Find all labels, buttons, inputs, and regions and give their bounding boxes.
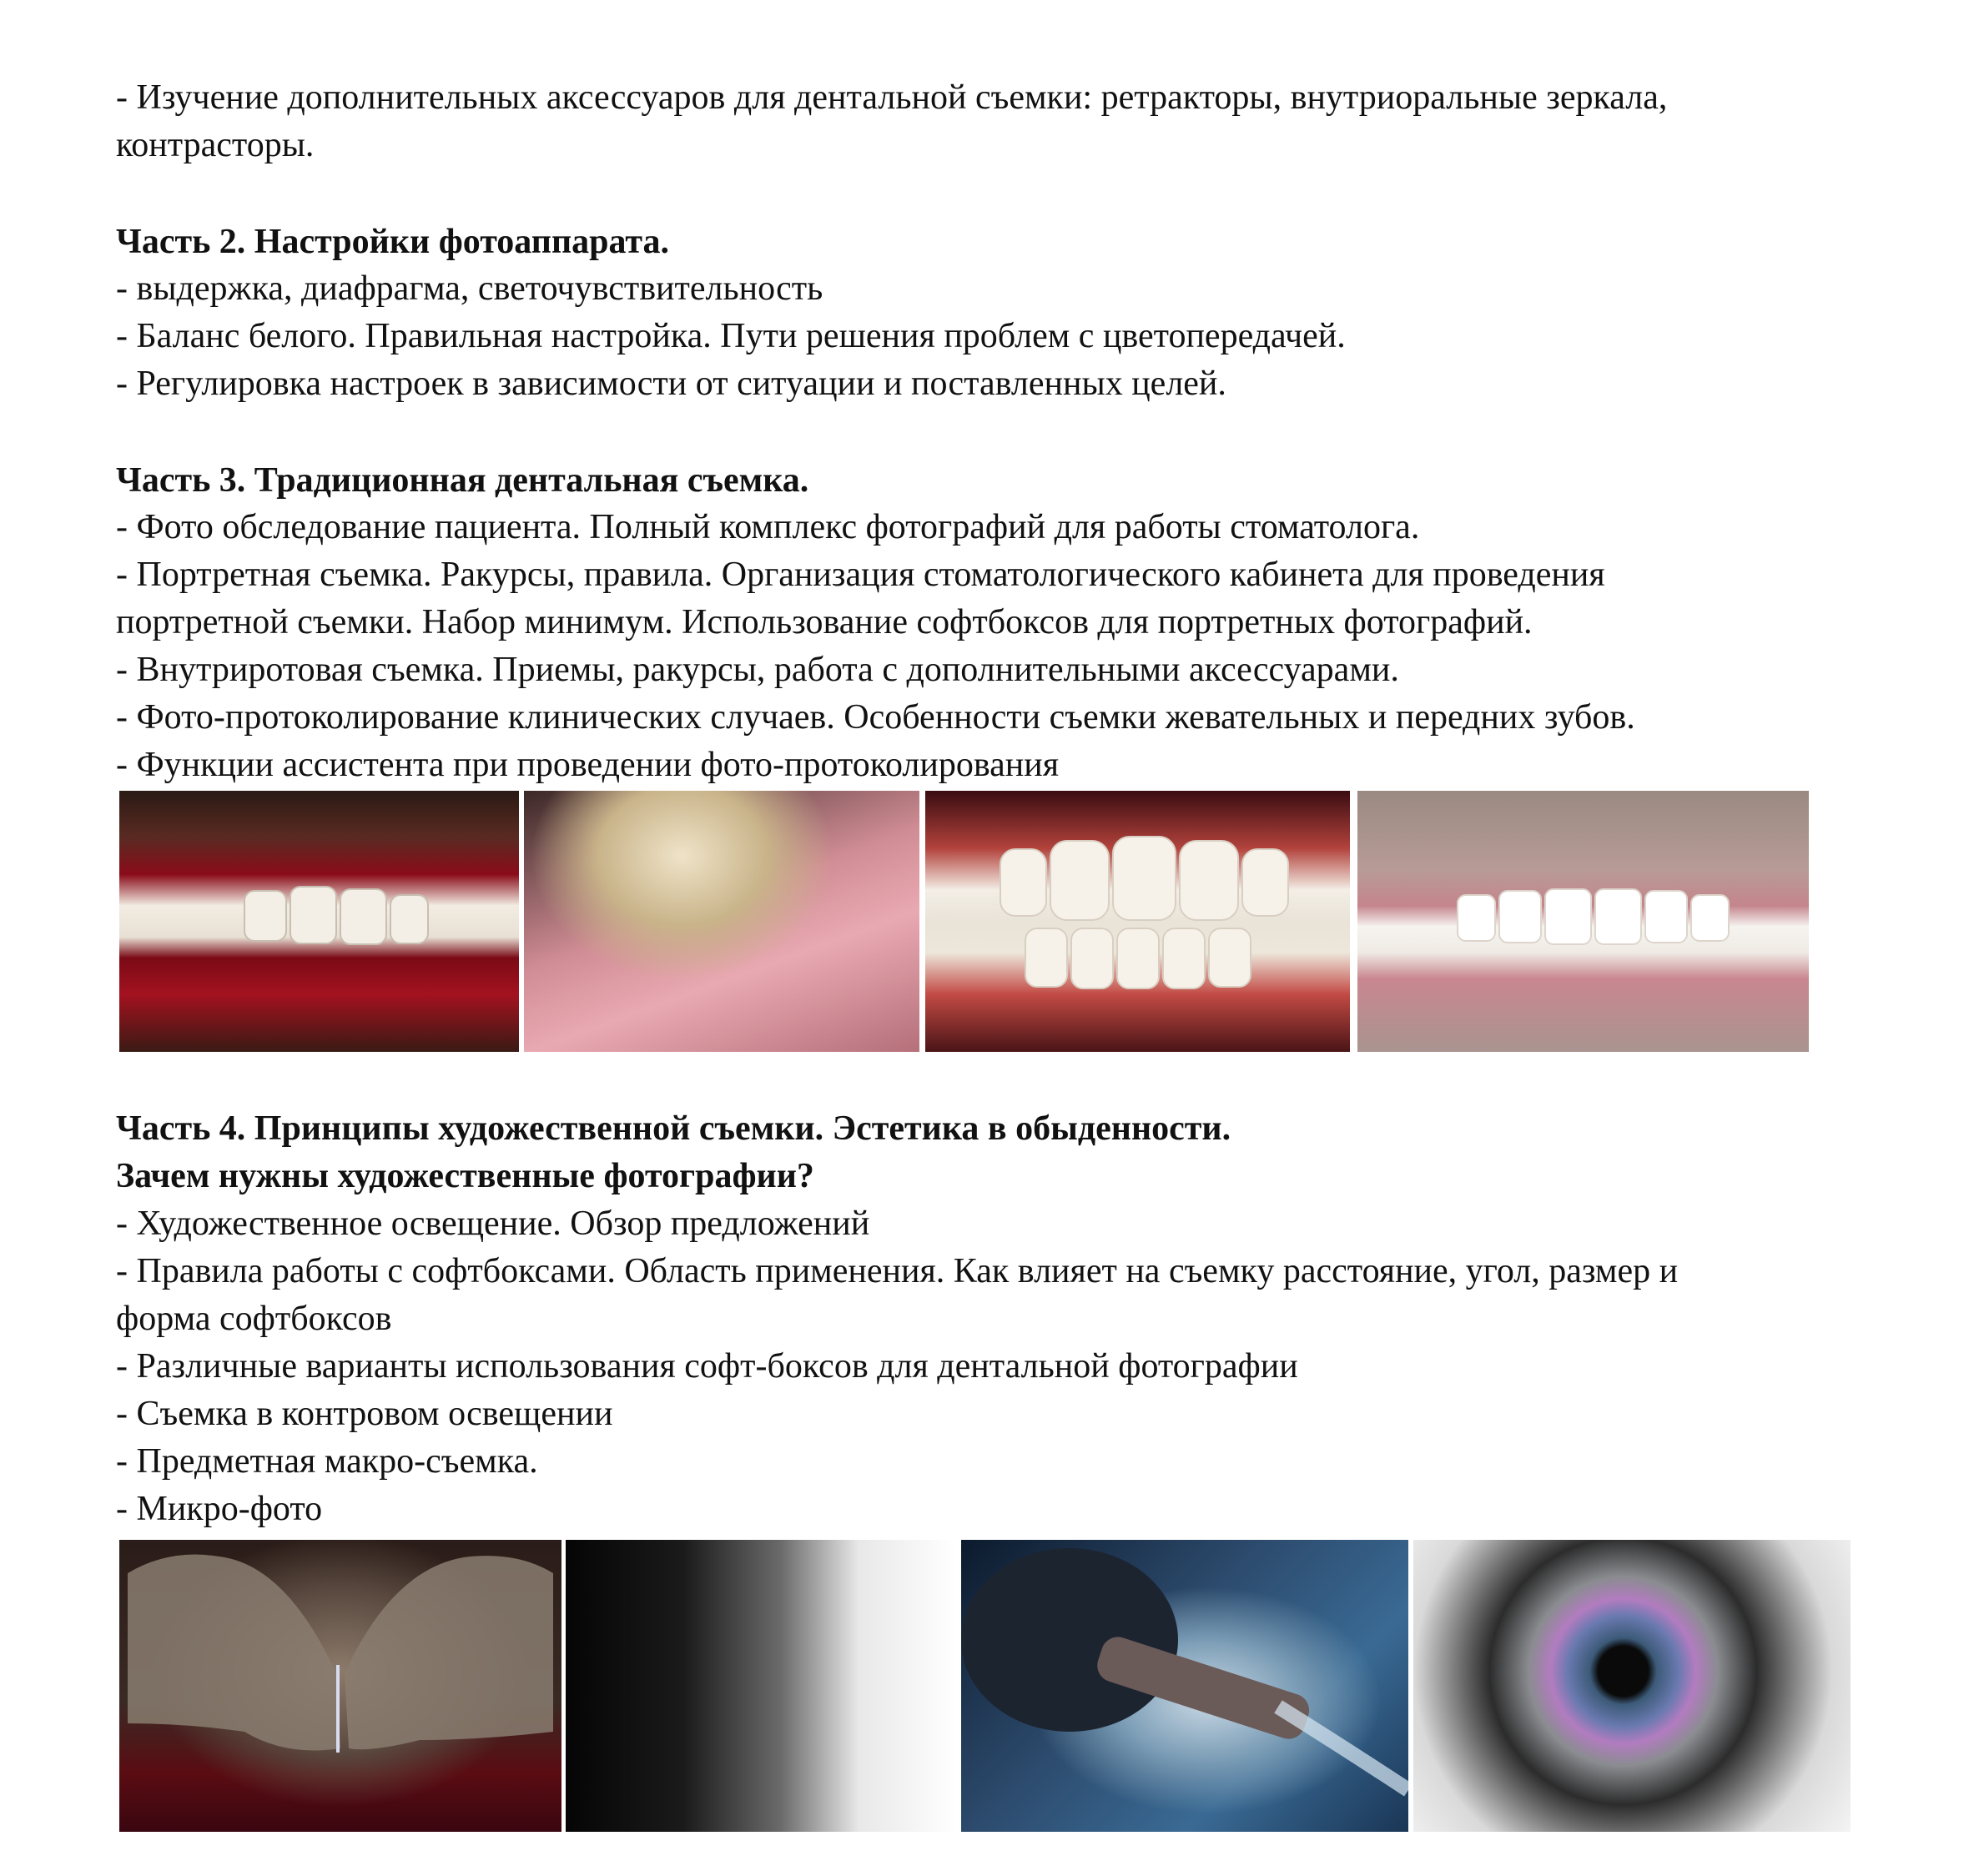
text-line-exposure: - выдержка, диафрагма, светочувствительность [116,269,823,308]
text-line-accessories: - Изучение дополнительных аксессуаров для дентальной съемки: ретракторы, внутриоральные зеркала, [116,78,1668,117]
incisors-backlit-photo [119,1540,561,1832]
text-line-assistant: - Функции ассистента при проведении фото-протоколирования [116,746,1060,784]
text-line-portrait: - Портретная съемка. Ракурсы, правила. Организация стоматологического кабинета для проведения [116,556,1605,594]
smile-photo [1357,791,1809,1052]
text-line-settings-adjustment: - Регулировка настроек в зависимости от ситуации и поставленных целей. [116,365,1226,403]
text-line-softbox-variants: - Различные варианты использования софт-боксов для дентальной фотографии [116,1347,1298,1386]
teeth-closeup-photo [925,791,1350,1052]
heading-why-artistic: Зачем нужны художественные фотографии? [116,1157,814,1195]
heading-part-2: Часть 2. Настройки фотоаппарата. [116,223,670,261]
red-lips-smile-photo [119,791,519,1052]
black-white-teeth-photo [566,1540,956,1832]
text-line-backlight: - Съемка в контровом освещении [116,1395,613,1433]
heading-part-4: Часть 4. Принципы художественной съемки. Эстетика в обыденности. [116,1109,1231,1148]
text-line-photo-exam: - Фото обследование пациента. Полный комплекс фотографий для работы стоматолога. [116,508,1420,546]
text-line-contrastors: контрасторы. [116,126,315,164]
text-line-softbox-rules: - Правила работы с софтбоксами. Область применения. Как влияет на съемку расстояние, угол, размер и [116,1252,1679,1290]
eye-iris-macro-photo [1413,1540,1851,1832]
text-line-macro: - Предметная макро-съемка. [116,1442,538,1481]
text-line-portrait-cont: портретной съемки. Набор минимум. Использование софтбоксов для портретных фотографий. [116,603,1533,641]
dental-handpiece-water-photo [961,1540,1408,1832]
text-line-intraoral: - Внутриротовая съемка. Приемы, ракурсы, работа с дополнительными аксессуарами. [116,651,1399,689]
tooth-gum-macro-photo [524,791,919,1052]
text-line-micro: - Микро-фото [116,1490,323,1528]
heading-part-3: Часть 3. Традиционная дентальная съемка. [116,461,809,500]
text-line-white-balance: - Баланс белого. Правильная настройка. Пути решения проблем с цветопередачей. [116,317,1346,355]
text-line-softbox-shape: форма софтбоксов [116,1300,392,1338]
text-line-artistic-lighting: - Художественное освещение. Обзор предложений [116,1205,870,1243]
text-line-photo-protocol: - Фото-протоколирование клинических случаев. Особенности съемки жевательных и передних зубов. [116,698,1635,737]
